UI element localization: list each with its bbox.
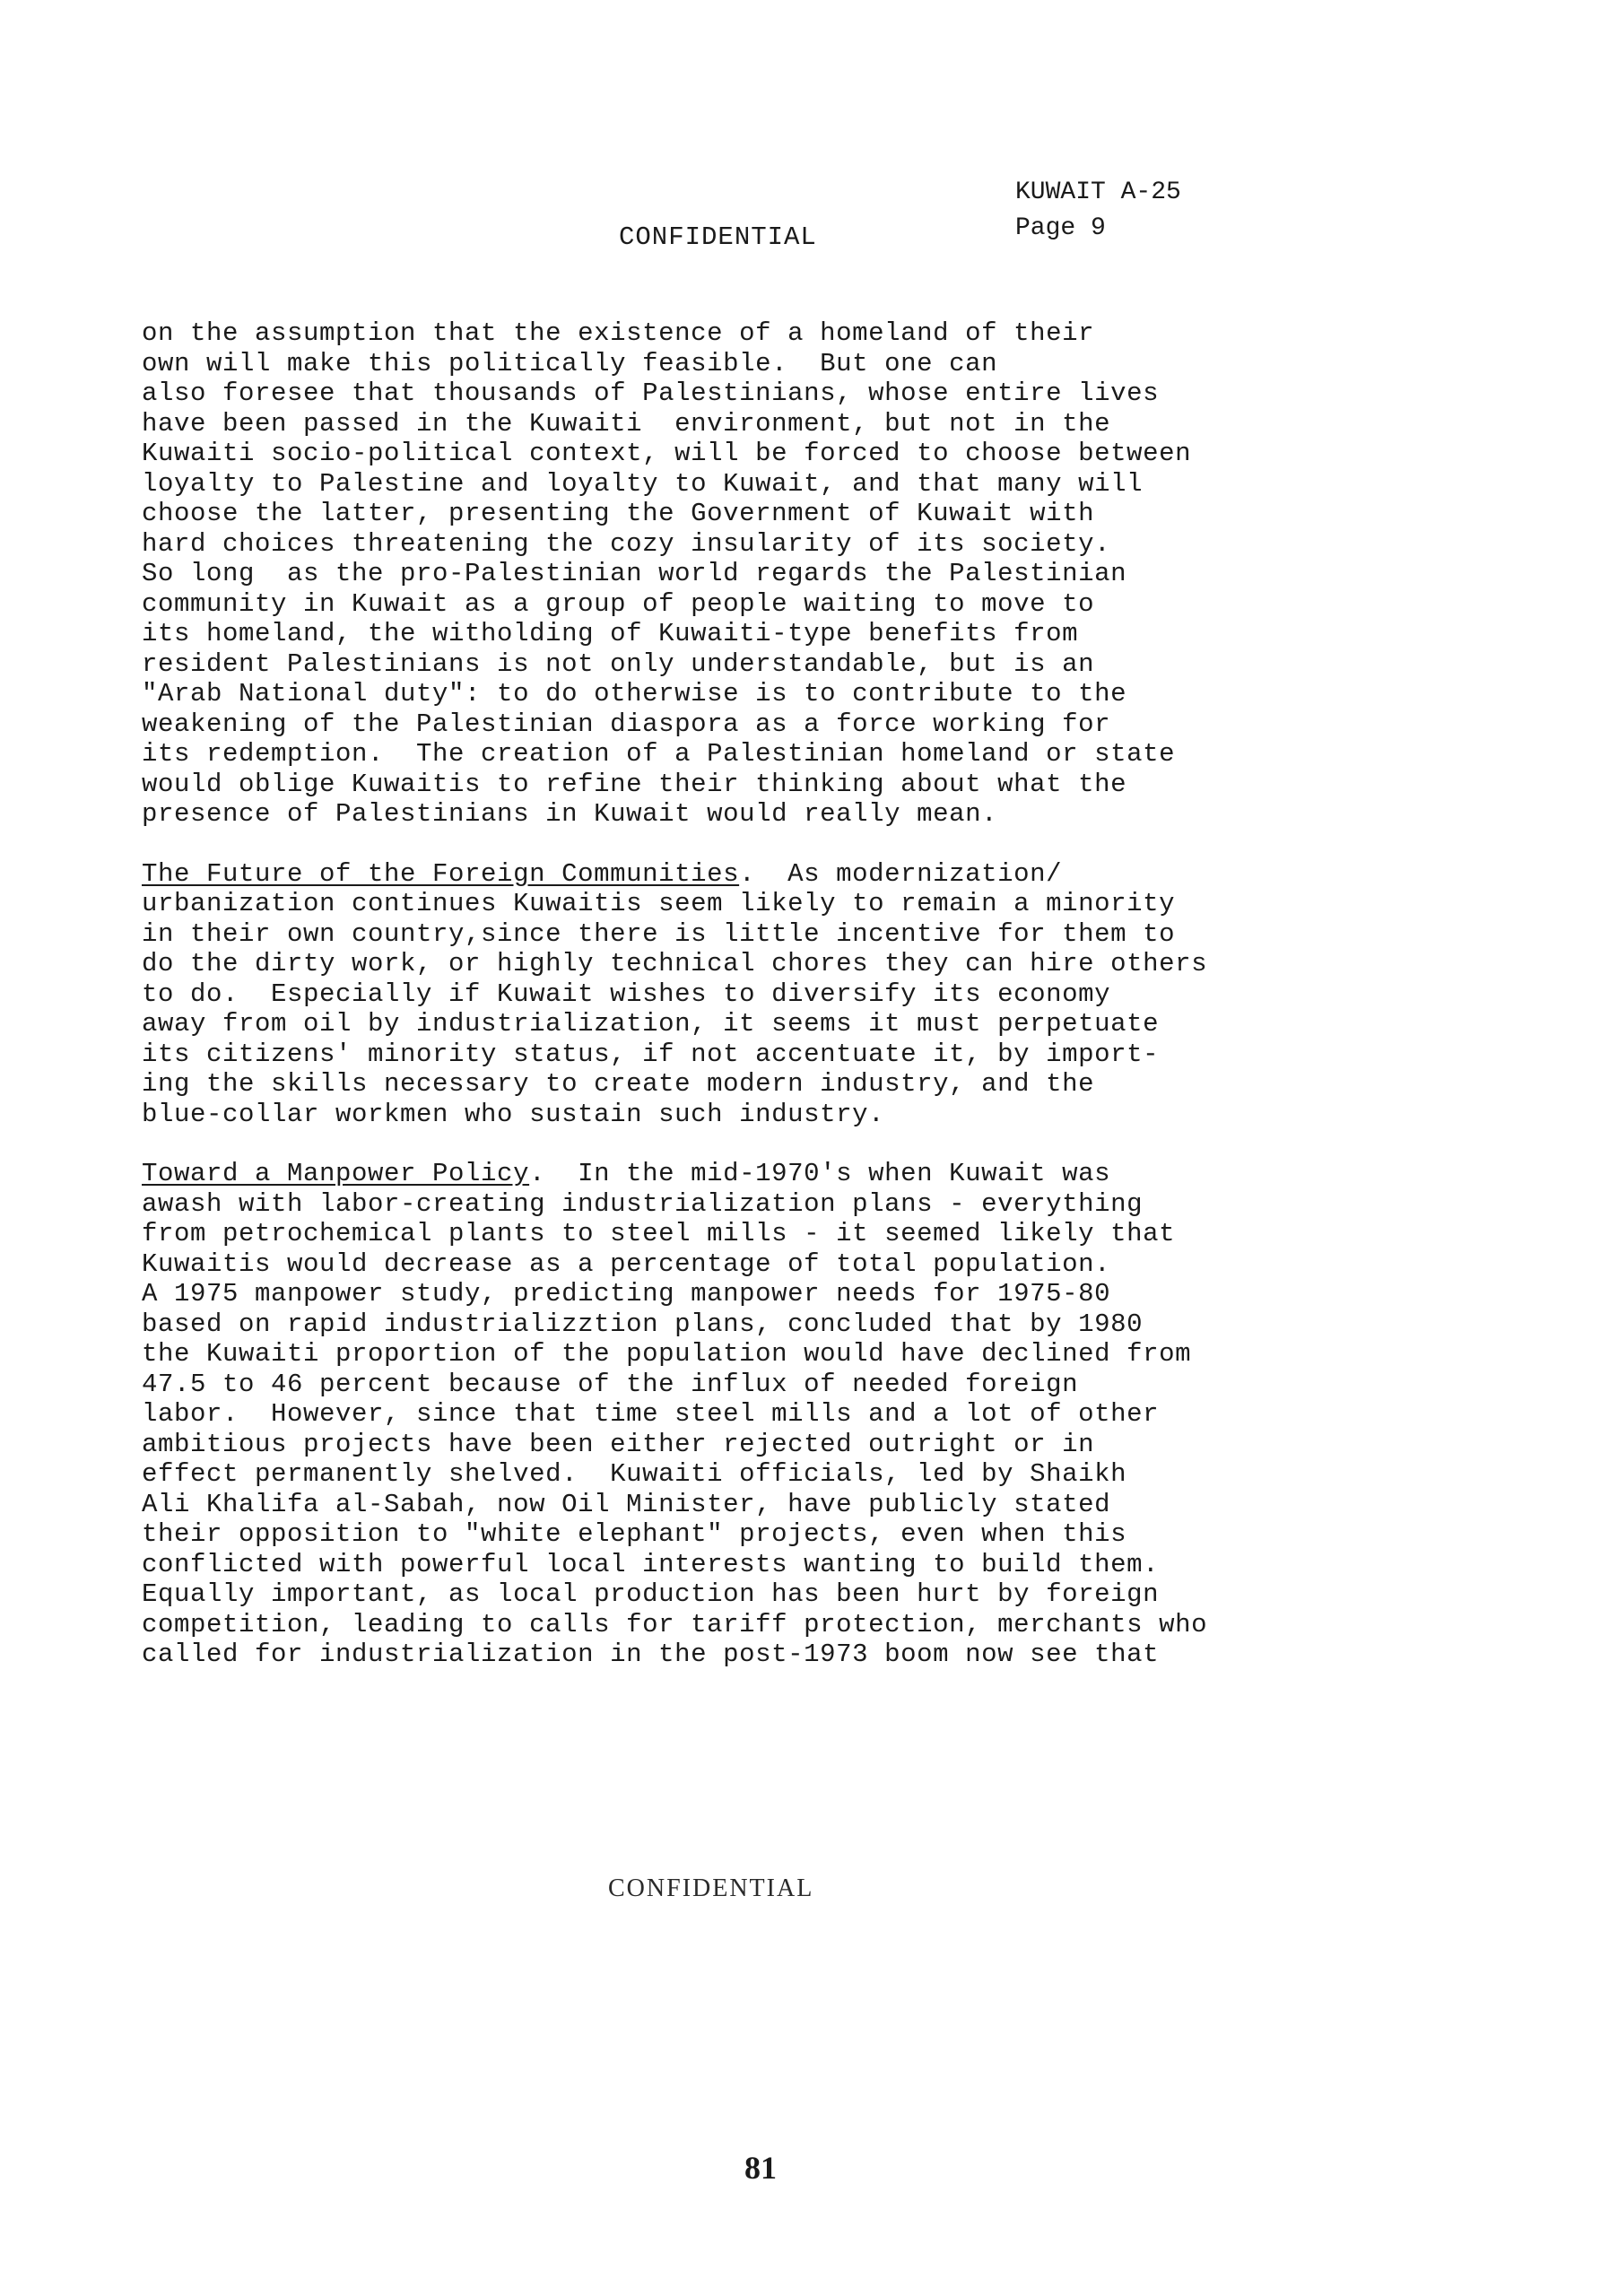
text-line: Kuwaiti socio-political context, will be forced to choose between [142,439,1192,468]
text-line: "Arab National duty": to do otherwise is to contribute to the [142,679,1127,709]
text-line: also foresee that thousands of Palestinians, whose entire lives [142,378,1160,408]
text-line: based on rapid industrializztion plans, concluded that by 1980 [142,1309,1144,1339]
text-line: competition, leading to calls for tariff protection, merchants who [142,1609,1208,1639]
classification-top: CONFIDENTIAL [619,222,817,252]
text-line: own will make this politically feasible. But one can [142,348,998,378]
page-label: Page 9 [1015,214,1106,242]
text-line: its redemption. The creation of a Palestinian homeland or state [142,739,1176,769]
paragraph-2 [142,859,1424,1130]
text-line: away from oil by industrialization, it seems it must perpetuate [142,1009,1160,1039]
text-line: blue-collar workmen who sustain such industry. [142,1099,885,1129]
paragraph-1 [142,318,1424,830]
text-line [142,1159,1424,1189]
text-line: called for industrialization in the post-1973 boom now see that [142,1639,1160,1669]
document-body [142,318,1424,1700]
text-line: hard choices threatening the cozy insularity of its society. [142,528,1111,559]
text-line: the Kuwaiti proportion of the population would have declined from [142,1339,1192,1369]
text-line: labor. However, since that time steel mills and a lot of other [142,1399,1160,1429]
text-line: A 1975 manpower study, predicting manpower needs for 1975-80 [142,1279,1111,1309]
text-line: in their own country,since there is little incentive for them to [142,918,1176,949]
text-line: effect permanently shelved. Kuwaiti officials, led by Shaikh [142,1459,1127,1489]
text-line: 47.5 to 46 percent because of the influx of needed foreign [142,1369,1079,1399]
text-line: presence of Palestinians in Kuwait would really mean. [142,799,998,829]
text-line: community in Kuwait as a group of people waiting to move to [142,588,1095,619]
text-line: choose the latter, presenting the Government of Kuwait with [142,499,1095,528]
paragraph-3 [142,1159,1424,1670]
classification-bottom: CONFIDENTIAL [608,1874,814,1902]
document-id: KUWAIT A-25 [1015,178,1181,206]
text-line: Ali Khalifa al-Sabah, now Oil Minister, have publicly stated [142,1489,1111,1519]
text-line: Equally important, as local production has been hurt by foreign [142,1579,1160,1609]
text-line: on the assumption that the existence of a homeland of their [142,318,1095,348]
heading-line-rest: . As modernization/ [739,858,1063,889]
text-line: So long as the pro-Palestinian world regards the Palestinian [142,559,1127,588]
text-line [142,859,1424,890]
header-block [1015,175,1181,247]
section-heading-foreign-communities: The Future of the Foreign Communities [142,858,740,889]
text-line: awash with labor-creating industrialization plans - everything [142,1188,1144,1219]
text-line: Kuwaitis would decrease as a percentage of total population. [142,1248,1111,1279]
text-line: resident Palestinians is not only understandable, but is an [142,648,1095,679]
heading-line-rest: . In the mid-1970's when Kuwait was [529,1159,1111,1188]
text-line: do the dirty work, or highly technical chores they can hire others [142,949,1208,978]
page-number: 81 [744,2150,777,2186]
text-line: to do. Especially if Kuwait wishes to diversify its economy [142,978,1111,1009]
text-line: ing the skills necessary to create modern industry, and the [142,1069,1095,1099]
text-line: ambitious projects have been either rejected outright or in [142,1429,1095,1459]
text-line: loyalty to Palestine and loyalty to Kuwait, and that many will [142,468,1144,499]
text-line: weakening of the Palestinian diaspora as a force working for [142,709,1111,739]
section-heading-manpower-policy: Toward a Manpower Policy [142,1159,530,1188]
text-line: urbanization continues Kuwaitis seem likely to remain a minority [142,889,1176,918]
text-line: its homeland, the witholding of Kuwaiti-type benefits from [142,619,1079,648]
text-line: its citizens' minority status, if not accentuate it, by import- [142,1039,1160,1069]
text-line: conflicted with powerful local interests wanting to build them. [142,1549,1160,1579]
text-line: their opposition to "white elephant" projects, even when this [142,1519,1127,1549]
text-line: would oblige Kuwaitis to refine their thinking about what the [142,769,1127,799]
text-line: have been passed in the Kuwaiti environment, but not in the [142,408,1111,439]
text-line: from petrochemical plants to steel mills - it seemed likely that [142,1219,1176,1248]
